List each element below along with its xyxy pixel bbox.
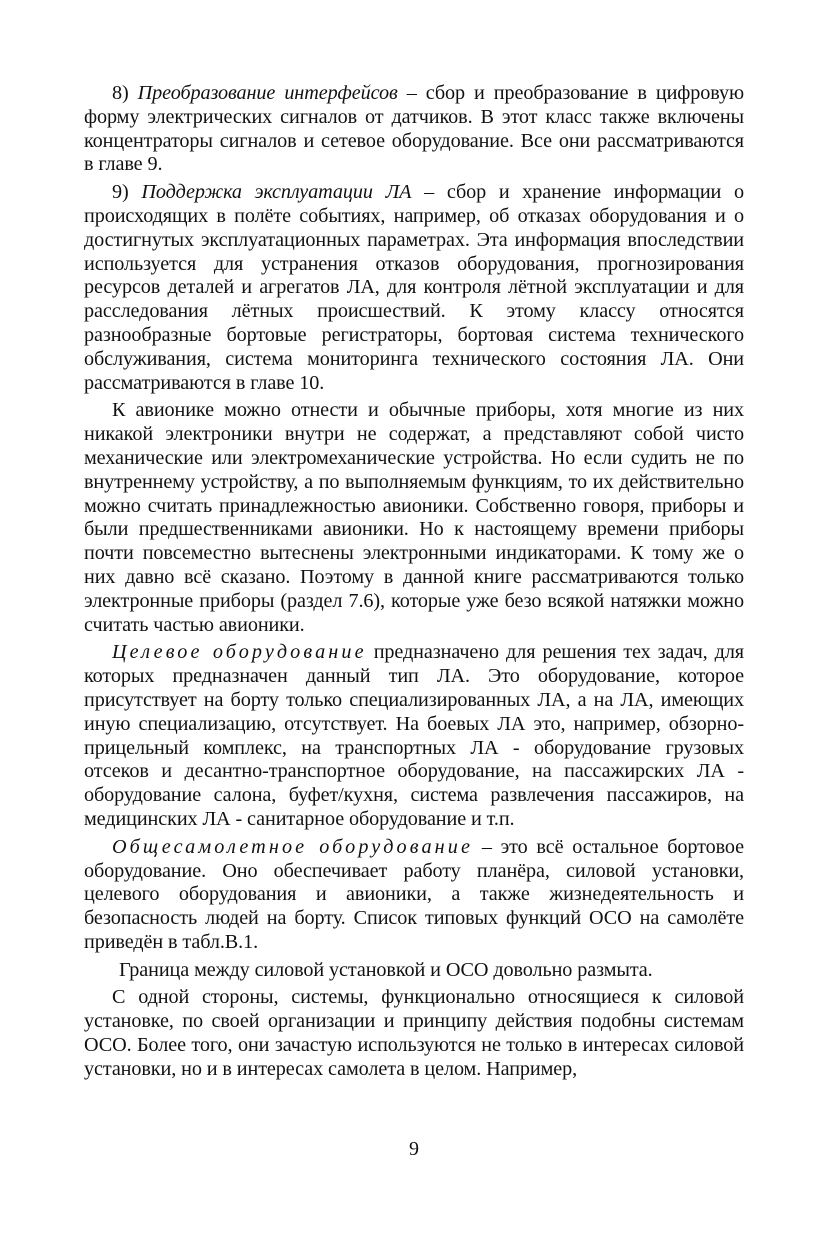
- paragraph-text: К авионике можно отнести и обычные приборы, хотя многие из них никакой электроники внутри не содержат, а представляют собой чисто механические или электромеханические устройства. Но если судить не по внутреннему устройству, а по выполняемым функциям, то их действительно можно считать принадлежностью авионики. Собственно говоря, приборы и были предшественниками авионики. Но к настоящему времени приборы почти повсеместно вытеснены электронными индикаторами. К тому же о них давно всё сказано. Поэтому в данной книге рассматриваются только электронные приборы (раздел 7.6), которые уже безо всякой натяжки можно считать частью авионики.: [84, 399, 744, 636]
- paragraph-boundary: [84, 959, 744, 983]
- list-number: 8): [112, 82, 138, 104]
- paragraph-instruments: [84, 399, 744, 637]
- term-interface-conversion: Преобразование интерфейсов: [137, 82, 398, 104]
- paragraph-text: предназначено для решения тех задач, для которых предназначен данный тип ЛА. Это оборудование, которое присутствует на борту только специализированных ЛА, а на ЛА, имеющих иную специализацию, отсутствует. На боевых ЛА это, например, обзорно-прицельный комплекс, на транспортных ЛА - оборудование грузовых отсеков и десантно-транспортное оборудование, на пассажирских ЛА - оборудование салона, буфет/кухня, система развлечения пассажиров, на медицинских ЛА - санитарное оборудование и т.п.: [84, 641, 744, 830]
- paragraph-one-side: [84, 986, 744, 1081]
- paragraph-general-equipment: [84, 836, 744, 955]
- paragraph-text: С одной стороны, системы, функционально относящиеся к силовой установке, по своей организации и принципу действия подобны системам ОСО. Более того, они зачастую используются не только в интересах силовой установки, но и в интересах самолета в целом. Например,: [84, 986, 744, 1080]
- document-page: [84, 82, 744, 1086]
- paragraph-text: – это всё остальное бортовое оборудование. Оно обеспечивает работу планёра, силовой установки, целевого оборудования и авионики, а также жизнедеятельность и безопасность людей на борту. Список типовых функций ОСО на самолёте приведён в табл.В.1.: [84, 835, 745, 953]
- paragraph-text: – сбор и преобразование в цифровую форму электрических сигналов от датчиков. В этот класс также включены концентраторы сигналов и сетевое оборудование. Все они рассматриваются в главе 9.: [84, 82, 744, 176]
- paragraph-interface-conversion: [84, 82, 744, 177]
- list-number: 9): [112, 181, 142, 204]
- paragraph-text: – сбор и хранение информации о происходящих в полёте событиях, например, об отказах оборудования и о достигнутых эксплуатационных параметрах. Эта информация впоследствии используется для устранения отказов оборудования, прогнозирования ресурсов деталей и агрегатов ЛА, для контроля лётной эксплуатации и для расследования лётных происшествий. К этому классу относятся разнообразные бортовые регистраторы, бортовая система технического обслуживания, система мониторинга технического состояния ЛА. Они рассматриваются в главе 10.: [84, 181, 744, 394]
- term-general-equipment: Общесамолетное оборудование: [112, 835, 474, 858]
- paragraph-target-equipment: [84, 641, 744, 831]
- paragraph-text: Граница между силовой установкой и ОСО довольно размыта.: [119, 958, 653, 981]
- term-target-equipment: Целевое оборудование: [112, 641, 367, 664]
- page-number: 9: [409, 1138, 419, 1160]
- paragraph-operations-support: [84, 181, 744, 395]
- term-operations-support: Поддержка эксплуатации ЛА: [141, 181, 412, 204]
